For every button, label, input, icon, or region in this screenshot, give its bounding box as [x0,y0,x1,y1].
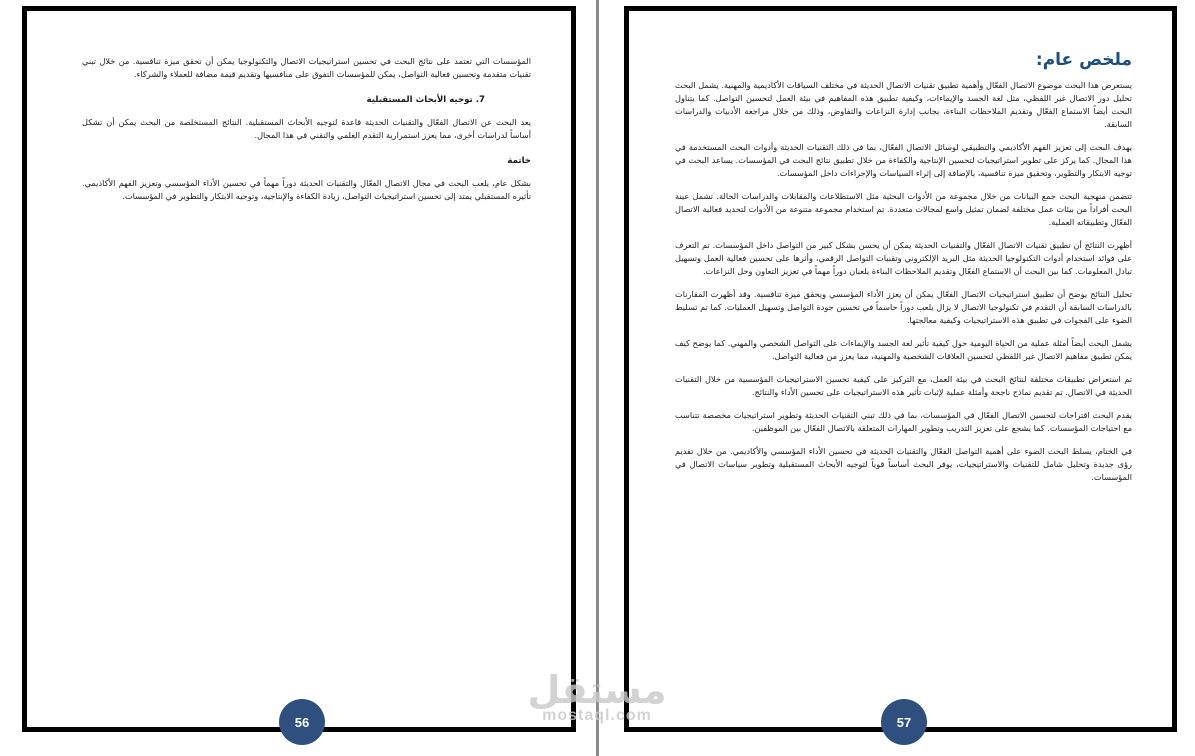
intro-paragraph: المؤسسات التي تعتمد على نتائج البحث في تحسين استراتيجيات الاتصال والتكنولوجيا يمكن أن تحقق ميزة تنافسية. من خلال تبني تقنيات متقدمة وتحسين فعالية التواصل، يمكن للمؤسسات التفوق على منافسيها وتقديم قيمة مضافة للعملاء والشركاء. [82,56,531,79]
watermark-latin: mostaql.com [542,707,652,724]
summary-paragraph: تتضمن منهجية البحث جمع البيانات من خلال مجموعة من الأدوات البحثية مثل الاستطلاعات والمقابلات والدراسات الحالة. تشمل عينة البحث أفراداً من بيئات عمل مختلفة لضمان تمثيل واسع لمجالات متعددة. تم استخدام مجموعة متنوعة من الأدوات لتحديد فعالية الاتصال الفعّال وتطبيقاته العملية. [675,191,1132,227]
summary-title: ملخص عام: [1035,50,1132,70]
page-57-content [675,49,1132,494]
page-spread-divider [596,0,599,756]
summary-paragraph: تم استعراض تطبيقات مختلفة لنتائج البحث في بيئة العمل، مع التركيز على كيفية تحسين الاستراتيجيات المؤسسية من خلال التقنيات الحديثة في الاتصال. تم تقديم نماذج ناجحة وأمثلة عملية لإثبات تأثير هذه الاستراتيجيات على تحسين الأداء والنتائج. [675,374,1132,397]
summary-paragraph: يهدف البحث إلى تعزيز الفهم الأكاديمي والتطبيقي لوسائل الاتصال الفعّال، بما في ذلك التقنيات الحديثة وأدوات البحث المستخدمة في هذا المجال. كما يركز على تطوير استراتيجيات لتحسين الإنتاجية والكفاءة من خلال تطبيق نتائج البحث في المؤسسات. يساعد البحث في توجيه الابتكار والتطوير، وتحقيق ميزة تنافسية، بالإضافة إلى إثراء السياسات والإجراءات داخل المؤسسات. [675,142,1132,178]
conclusion-heading: خاتمة [507,156,531,166]
watermark-arabic: مستقل [527,668,667,712]
conclusion-paragraph: بشكل عام، يلعب البحث في مجال الاتصال الفعّال والتقنيات الحديثة دوراً مهماً في تحسين الأداء المؤسسي وتعزيز الفهم الأكاديمي. تأثيره المستقبلي يمتد إلى تحسين استراتيجيات التواصل، زيادة الكفاءة والإنتاجية، وتوجيه الابتكار والتطوير في المؤسسات. [82,178,531,201]
summary-paragraph: في الختام، يسلط البحث الضوء على أهمية التواصل الفعّال والتقنيات الحديثة في تحسين الأداء المؤسسي والأكاديمي. من خلال تقديم رؤى جديدة وتحليل شامل للتقنيات والاستراتيجيات، يوفر البحث أساساً قوياً لتوجيه الأبحاث المستقبلية وتطوير سياسات الاتصال في المؤسسات. [675,446,1132,482]
summary-paragraph: أظهرت النتائج أن تطبيق تقنيات الاتصال الفعّال والتقنيات الحديثة يمكن أن يحسن بشكل كبير من التواصل داخل المؤسسات. تم التعرف على فوائد استخدام أدوات التكنولوجيا الحديثة مثل البريد الإلكتروني وتقنيات التواصل الرقمي، وأثرها على تحسين فعالية العمل وتسهيل تبادل المعلومات. كما بين البحث أن الاستماع الفعّال وتقديم الملاحظات البناءة يلعبان دوراً مهماً في تعزيز التعاون وحل النزاعات. [675,240,1132,276]
document-page-56 [22,6,576,732]
summary-paragraph: يستعرض هذا البحث موضوع الاتصال الفعّال وأهمية تطبيق تقنيات الاتصال الحديثة في مختلف السياقات الأكاديمية والمهنية. يشمل البحث تحليل دور الاتصال غير اللفظي، مثل لغة الجسد والإيماءات، وكيفية تطبيق هذه المفاهيم في بيئة العمل لتحسين التواصل. كما يتناول البحث أيضاً الاستماع الفعّال وتقديم الملاحظات البناءة، بجانب إدارة النزاعات والتفاوض، وذلك من خلال مراجعة الأدبيات والدراسات السابقة. [675,80,1132,129]
page-56-content [82,55,531,213]
section-7-heading: 7. توجيه الأبحاث المستقبلية [366,95,485,105]
section-7-paragraph: يعد البحث عن الاتصال الفعّال والتقنيات الحديثة قاعدة لتوجيه الأبحاث المستقبلية. النتائج المستخلصة من البحث يمكن أن تشكل أساساً لدراسات أخرى، مما يعزز استمرارية التقدم العلمي والتقني في هذا المجال. [82,117,531,140]
summary-paragraph: تحليل النتائج يوضح أن تطبيق استراتيجيات الاتصال الفعّال يمكن أن يعزز الأداء المؤسسي ويحقق ميزة تنافسية. وقد أظهرت المقارنات بالدراسات السابقة أن التقدم في تكنولوجيا الاتصال لا يزال يلعب دوراً حاسماً في تحسين جودة التواصل وتسهيل العمليات. كما تم تسليط الضوء على الفجوات في تطبيق هذه الاستراتيجيات وكيفية معالجتها. [675,289,1132,325]
document-page-57 [624,6,1177,732]
page-number-badge: 57 [881,699,927,745]
summary-paragraph: يشمل البحث أيضاً أمثلة عملية من الحياة اليومية حول كيفية تأثير لغة الجسد والإيماءات على التواصل الشخصي والمهني. كما يوضح كيف يمكن تطبيق مفاهيم الاتصال غير اللفظي لتحسين العلاقات الشخصية والمهنية، مما يعزز من فعالية التواصل. [675,338,1132,361]
page-number-badge: 56 [279,699,325,745]
summary-paragraph: يقدم البحث اقتراحات لتحسين الاتصال الفعّال في المؤسسات، بما في ذلك تبني التقنيات الحديثة وتطوير استراتيجيات مخصصة تتناسب مع احتياجات المؤسسات. كما يشجع على تعزيز التدريب وتطوير المهارات المتعلقة بالاتصال الفعّال بين الموظفين. [675,410,1132,433]
